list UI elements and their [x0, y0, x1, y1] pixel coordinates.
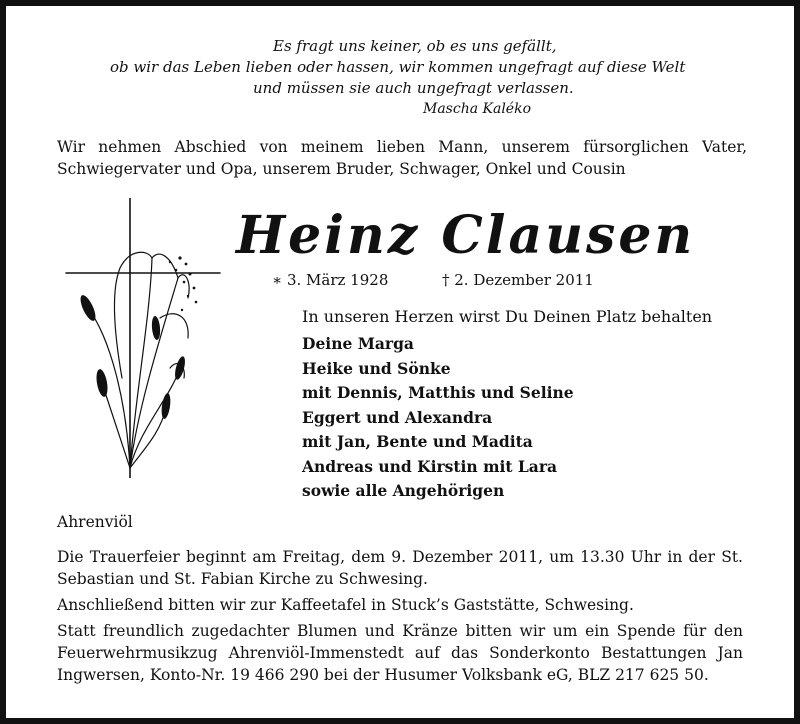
quote-line-2: ob wir das Leben lieben oder hassen, wir kommen ungefragt auf diese Welt	[110, 58, 686, 76]
funeral-info: Die Trauerfeier beginnt am Freitag, dem 9. Dezember 2011, um 13.30 Uhr in der St. Sebastian und St. Fabian Kirche zu Schwesing.	[57, 548, 743, 588]
death-date: † 2. Dezember 2011	[442, 271, 594, 289]
memorial-verse: In unseren Herzen wirst Du Deinen Platz behalten	[302, 307, 713, 326]
donation-info: Statt freundlich zugedachter Blumen und Kränze bitten wir um ein Spende für den Feuerwehrmusikzug Ahrenviöl-Immenstedt auf das Sonderkonto Bestattungen Jan Ingwersen, Konto-Nr. 19 466 290 bei der Husumer Volksbank eG, BLZ 217 625 50.	[57, 622, 743, 684]
mourners-list	[302, 332, 574, 504]
coffee-info: Anschließend bitten wir zur Kaffeetafel in Stuck’s Gaststätte, Schwesing.	[57, 596, 634, 614]
mourner-line: sowie alle Angehörigen	[302, 481, 505, 500]
mourner-line: mit Dennis, Matthis und Seline	[302, 383, 574, 402]
quote-author: Mascha Kaléko	[423, 101, 532, 117]
mourner-line: Heike und Sönke	[302, 358, 451, 378]
mourner-line: Deine Marga	[302, 334, 414, 353]
mourner-line: Eggert und Alexandra	[302, 407, 493, 427]
intro-text: Wir nehmen Abschied von meinem lieben Mann, unserem fürsorglichen Vater, Schwiegervater und Opa, unserem Bruder, Schwager, Onkel und Cousin	[57, 138, 747, 178]
quote-line-3: und müssen sie auch ungefragt verlassen.	[253, 79, 574, 97]
deceased-name: Heinz Clausen	[236, 205, 696, 266]
mourner-line: mit Jan, Bente und Madita	[302, 432, 533, 451]
cross-with-wheat-icon	[60, 198, 230, 482]
place-name: Ahrenviöl	[57, 513, 133, 531]
birth-date: ∗ 3. März 1928	[272, 271, 389, 289]
mourner-line: Andreas und Kirstin mit Lara	[302, 456, 558, 476]
quote-line-1: Es fragt uns keiner, ob es uns gefällt,	[273, 37, 557, 55]
